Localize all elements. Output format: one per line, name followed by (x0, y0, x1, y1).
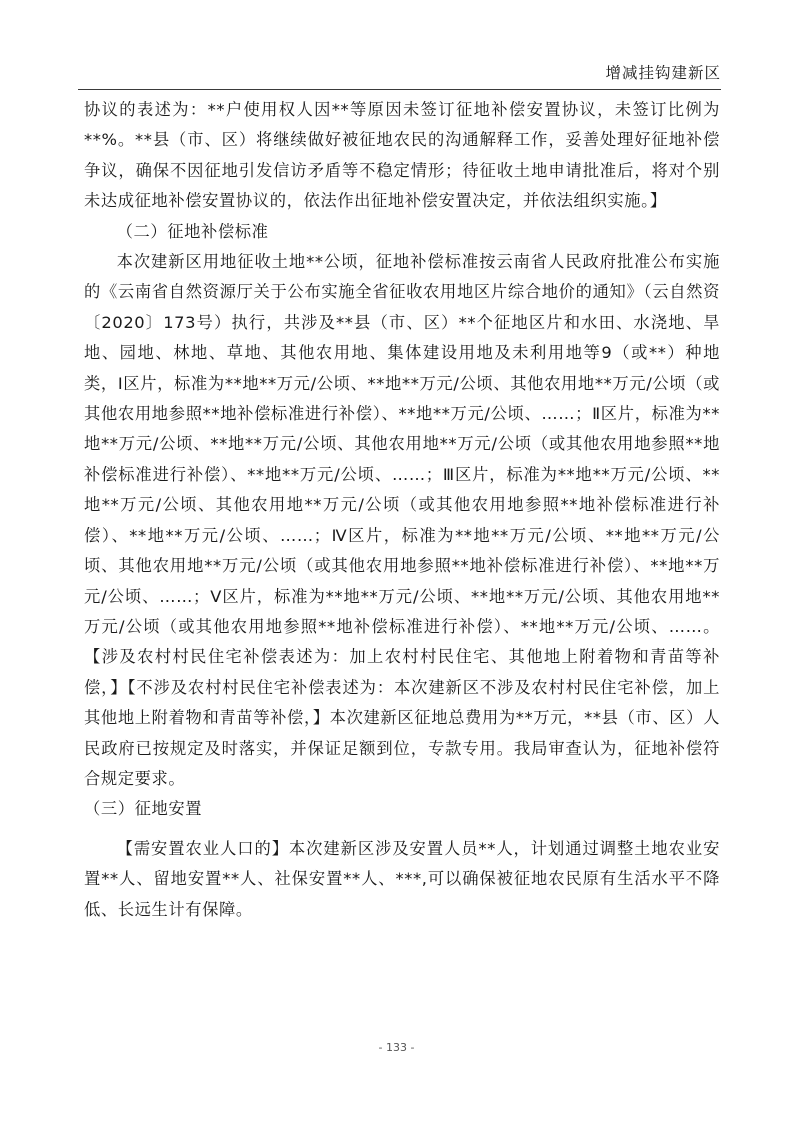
header-rule (78, 89, 721, 90)
paragraph-compensation-standard: 本次建新区用地征收土地**公顷，征地补偿标准按云南省人民政府批准公布实施的《云南省自然资源厅关于公布实施全省征收农用地区片综合地价的通知》（云自然资〔2020〕173号）执行，共涉及**县（市、区）**个征地区片和水田、水浇地、旱地、园地、林地、草地、其他农用地、集体建设用地及未利用地等9（或**）种地类，Ⅰ区片，标准为**地**万元/公顷、**地**万元/公顷、其他农用地**万元/公顷（或其他农用地参照**地补偿标准进行补偿）、**地**万元/公顷、……；Ⅱ区片，标准为**地**万元/公顷、**地**万元/公顷、其他农用地**万元/公顷（或其他农用地参照**地补偿标准进行补偿）、**地**万元/公顷、……；Ⅲ区片，标准为**地**万元/公顷、**地**万元/公顷、其他农用地**万元/公顷（或其他农用地参照**地补偿标准进行补偿）、**地**万元/公顷、……；Ⅳ区片，标准为**地**万元/公顷、**地**万元/公顷、其他农用地**万元/公顷（或其他农用地参照**地补偿标准进行补偿）、**地**万元/公顷、……；Ⅴ区片，标准为**地**万元/公顷、**地**万元/公顷、其他农用地**万元/公顷（或其他农用地参照**地补偿标准进行补偿）、**地**万元/公顷、……。【涉及农村村民住宅补偿表述为：加上农村村民住宅、其他地上附着物和青苗等补偿，】【不涉及农村村民住宅补偿表述为：本次建新区不涉及农村村民住宅补偿，加上其他地上附着物和青苗等补偿，】本次建新区征地总费用为**万元，**县（市、区）人民政府已按规定及时落实，并保证足额到位，专款专用。我局审查认为，征地补偿符合规定要求。 (84, 252, 720, 788)
paragraph-resettlement: 【需安置农业人口的】本次建新区涉及安置人员**人，计划通过调整土地农业安置**人、留地安置**人、社保安置**人、***,可以确保被征地农民原有生活水平不降低、长远生计有保障。 (84, 838, 720, 919)
paragraph-agreement: 协议的表述为：**户使用权人因**等原因未签订征地补偿安置协议，未签订比例为**%。**县（市、区）将继续做好被征地农民的沟通解释工作，妥善处理好征地补偿争议，确保不因征地引发信访矛盾等不稳定情形；待征收土地申请批准后，将对个别未达成征地补偿安置协议的，依法作出征地补偿安置决定，并依法组织实施。】 (84, 100, 720, 211)
page-body (84, 95, 720, 925)
section-heading-resettlement: （三）征地安置 (84, 799, 203, 819)
page-number: - 133 - (378, 1041, 415, 1054)
section-heading-compensation-standard: （二）征地补偿标准 (116, 221, 269, 241)
running-header: 增减挂钩建新区 (605, 64, 721, 82)
